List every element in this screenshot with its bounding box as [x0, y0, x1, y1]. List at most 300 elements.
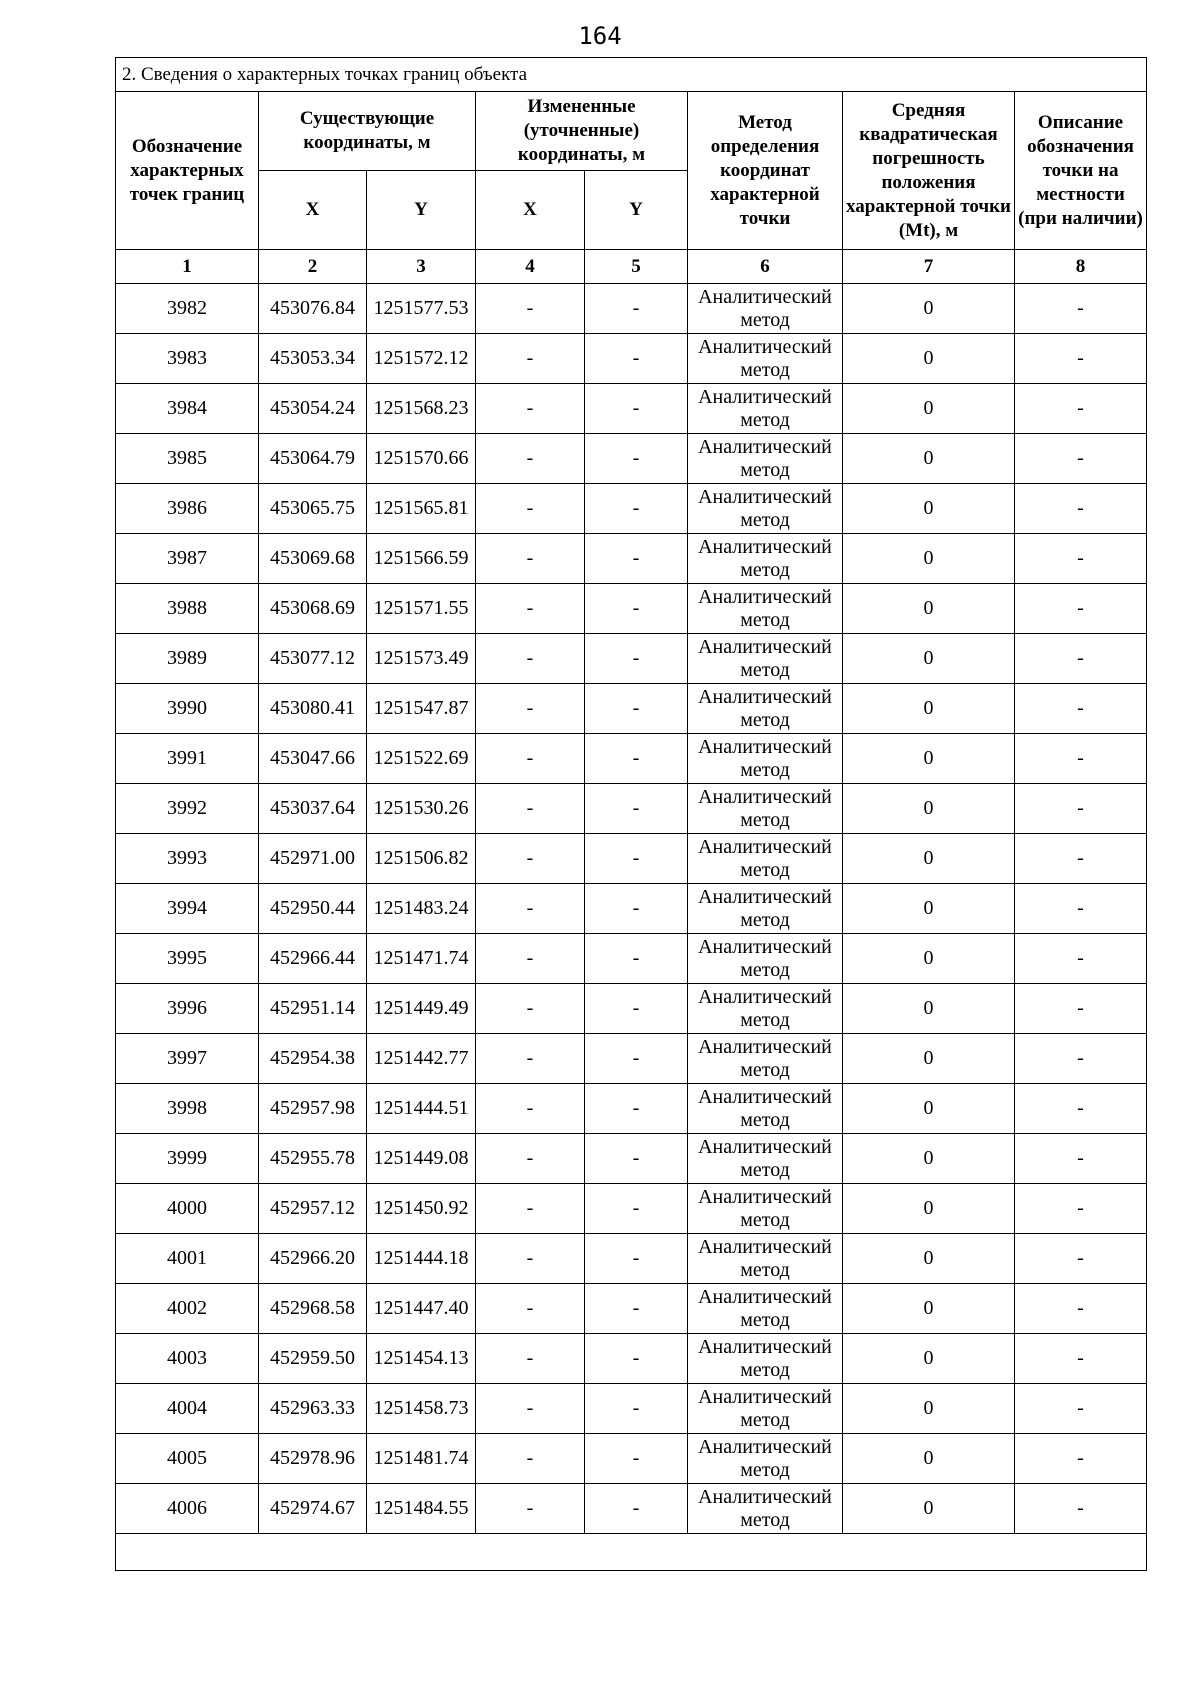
description-cell: - [1015, 984, 1147, 1034]
method-cell [688, 334, 843, 384]
existing-x-cell: 452968.58 [259, 1284, 367, 1334]
method-text: метод [740, 1158, 790, 1181]
description-cell: - [1015, 584, 1147, 634]
table-row [116, 1084, 1147, 1134]
error-cell: 0 [843, 334, 1015, 384]
changed-x-cell: - [476, 1434, 585, 1484]
table-row [116, 1384, 1147, 1434]
method-text: Аналитический [698, 985, 832, 1008]
point-number-cell: 3991 [116, 734, 259, 784]
description-cell: - [1015, 1084, 1147, 1134]
description-cell: - [1015, 1434, 1147, 1484]
method-cell [688, 834, 843, 884]
error-cell: 0 [843, 1384, 1015, 1434]
error-cell: 0 [843, 1234, 1015, 1284]
error-cell: 0 [843, 534, 1015, 584]
method-text: Аналитический [698, 635, 832, 658]
method-text: Аналитический [698, 1385, 832, 1408]
changed-x-cell: - [476, 784, 585, 834]
error-cell: 0 [843, 1334, 1015, 1384]
method-cell [688, 1134, 843, 1184]
existing-y-cell: 1251471.74 [367, 934, 476, 984]
method-text: Аналитический [698, 1435, 832, 1458]
method-text: метод [740, 808, 790, 831]
changed-x-cell: - [476, 1484, 585, 1534]
method-text: метод [740, 408, 790, 431]
table-row [116, 1234, 1147, 1284]
method-text: метод [740, 758, 790, 781]
method-text: метод [740, 1458, 790, 1481]
description-cell: - [1015, 534, 1147, 584]
changed-x-cell: - [476, 1134, 585, 1184]
existing-y-cell: 1251571.55 [367, 584, 476, 634]
table-row [116, 634, 1147, 684]
method-text: Аналитический [698, 1335, 832, 1358]
method-cell [688, 1484, 843, 1534]
existing-y-cell: 1251565.81 [367, 484, 476, 534]
method-cell [688, 784, 843, 834]
table-row [116, 934, 1147, 984]
header-changed-coordinates: Измененные (уточненные) координаты, м [476, 92, 688, 171]
method-cell [688, 534, 843, 584]
changed-x-cell: - [476, 984, 585, 1034]
table-row [116, 584, 1147, 634]
point-number-cell: 4006 [116, 1484, 259, 1534]
method-text: метод [740, 1408, 790, 1431]
header-changed-y: Y [585, 171, 688, 250]
description-cell: - [1015, 334, 1147, 384]
method-text: Аналитический [698, 435, 832, 458]
existing-y-cell: 1251572.12 [367, 334, 476, 384]
method-text: Аналитический [698, 1285, 832, 1308]
method-cell [688, 584, 843, 634]
method-text: Аналитический [698, 485, 832, 508]
existing-y-cell: 1251449.49 [367, 984, 476, 1034]
header-error: Средняя квадратическая погрешность положения характерной точки (Mt), м [843, 92, 1015, 250]
changed-y-cell: - [585, 734, 688, 784]
method-text: Аналитический [698, 535, 832, 558]
point-number-cell: 3998 [116, 1084, 259, 1134]
existing-x-cell: 452959.50 [259, 1334, 367, 1384]
point-number-cell: 3983 [116, 334, 259, 384]
changed-y-cell: - [585, 1484, 688, 1534]
existing-y-cell: 1251449.08 [367, 1134, 476, 1184]
table-row [116, 1484, 1147, 1534]
existing-y-cell: 1251444.51 [367, 1084, 476, 1134]
method-cell [688, 1034, 843, 1084]
error-cell: 0 [843, 1034, 1015, 1084]
existing-y-cell: 1251568.23 [367, 384, 476, 434]
method-text: Аналитический [698, 1485, 832, 1508]
changed-x-cell: - [476, 334, 585, 384]
changed-y-cell: - [585, 684, 688, 734]
changed-x-cell: - [476, 384, 585, 434]
point-number-cell: 4004 [116, 1384, 259, 1434]
table-row [116, 284, 1147, 334]
method-text: метод [740, 908, 790, 931]
error-cell: 0 [843, 384, 1015, 434]
changed-x-cell: - [476, 1234, 585, 1284]
changed-y-cell: - [585, 834, 688, 884]
existing-y-cell: 1251547.87 [367, 684, 476, 734]
description-cell: - [1015, 834, 1147, 884]
changed-x-cell: - [476, 834, 585, 884]
description-cell: - [1015, 1284, 1147, 1334]
existing-y-cell: 1251522.69 [367, 734, 476, 784]
table-row [116, 434, 1147, 484]
point-number-cell: 3993 [116, 834, 259, 884]
header-changed-x: X [476, 171, 585, 250]
error-cell: 0 [843, 884, 1015, 934]
description-cell: - [1015, 1484, 1147, 1534]
method-text: Аналитический [698, 1135, 832, 1158]
error-cell: 0 [843, 584, 1015, 634]
column-number: 5 [585, 250, 688, 284]
table-body [116, 284, 1147, 1534]
point-number-cell: 4002 [116, 1284, 259, 1334]
method-text: метод [740, 1058, 790, 1081]
description-cell: - [1015, 1234, 1147, 1284]
boundary-points-table [115, 57, 1147, 1571]
changed-y-cell: - [585, 284, 688, 334]
changed-x-cell: - [476, 1184, 585, 1234]
method-text: метод [740, 658, 790, 681]
existing-x-cell: 453069.68 [259, 534, 367, 584]
changed-y-cell: - [585, 384, 688, 434]
changed-y-cell: - [585, 1234, 688, 1284]
existing-y-cell: 1251444.18 [367, 1234, 476, 1284]
error-cell: 0 [843, 834, 1015, 884]
changed-x-cell: - [476, 884, 585, 934]
header-method: Метод определения координат характерной точки [688, 92, 843, 250]
error-cell: 0 [843, 1284, 1015, 1334]
method-text: Аналитический [698, 935, 832, 958]
existing-x-cell: 452966.44 [259, 934, 367, 984]
point-number-cell: 4000 [116, 1184, 259, 1234]
existing-x-cell: 452966.20 [259, 1234, 367, 1284]
description-cell: - [1015, 884, 1147, 934]
method-text: метод [740, 708, 790, 731]
description-cell: - [1015, 1334, 1147, 1384]
table-row [116, 784, 1147, 834]
method-cell [688, 734, 843, 784]
point-number-cell: 3989 [116, 634, 259, 684]
point-number-cell: 3990 [116, 684, 259, 734]
method-text: Аналитический [698, 785, 832, 808]
method-cell [688, 684, 843, 734]
existing-x-cell: 453064.79 [259, 434, 367, 484]
error-cell: 0 [843, 1434, 1015, 1484]
method-text: метод [740, 1208, 790, 1231]
header-existing-y: Y [367, 171, 476, 250]
table-row [116, 334, 1147, 384]
changed-y-cell: - [585, 1034, 688, 1084]
existing-y-cell: 1251570.66 [367, 434, 476, 484]
point-number-cell: 3982 [116, 284, 259, 334]
method-text: метод [740, 1258, 790, 1281]
existing-x-cell: 452957.98 [259, 1084, 367, 1134]
method-text: Аналитический [698, 685, 832, 708]
point-number-cell: 3999 [116, 1134, 259, 1184]
changed-x-cell: - [476, 534, 585, 584]
description-cell: - [1015, 484, 1147, 534]
table-row [116, 1184, 1147, 1234]
method-text: Аналитический [698, 585, 832, 608]
method-text: метод [740, 458, 790, 481]
error-cell: 0 [843, 434, 1015, 484]
method-text: Аналитический [698, 1185, 832, 1208]
method-cell [688, 1084, 843, 1134]
changed-y-cell: - [585, 1334, 688, 1384]
page-number: 164 [578, 22, 622, 50]
error-cell: 0 [843, 1184, 1015, 1234]
error-cell: 0 [843, 934, 1015, 984]
changed-x-cell: - [476, 934, 585, 984]
method-cell [688, 484, 843, 534]
changed-x-cell: - [476, 634, 585, 684]
description-cell: - [1015, 1034, 1147, 1084]
changed-y-cell: - [585, 484, 688, 534]
changed-x-cell: - [476, 1284, 585, 1334]
error-cell: 0 [843, 484, 1015, 534]
changed-x-cell: - [476, 584, 585, 634]
method-text: метод [740, 1308, 790, 1331]
description-cell: - [1015, 434, 1147, 484]
method-text: Аналитический [698, 285, 832, 308]
point-number-cell: 4001 [116, 1234, 259, 1284]
point-number-cell: 3992 [116, 784, 259, 834]
column-number: 3 [367, 250, 476, 284]
point-number-cell: 3996 [116, 984, 259, 1034]
point-number-cell: 3986 [116, 484, 259, 534]
method-text: метод [740, 608, 790, 631]
table-row [116, 734, 1147, 784]
method-cell [688, 1284, 843, 1334]
table-row [116, 684, 1147, 734]
empty-cell [116, 1534, 1147, 1571]
method-text: метод [740, 958, 790, 981]
method-text: метод [740, 1008, 790, 1031]
existing-x-cell: 452954.38 [259, 1034, 367, 1084]
changed-y-cell: - [585, 1134, 688, 1184]
method-text: Аналитический [698, 835, 832, 858]
existing-y-cell: 1251447.40 [367, 1284, 476, 1334]
column-number-row [116, 250, 1147, 284]
changed-y-cell: - [585, 984, 688, 1034]
method-text: Аналитический [698, 735, 832, 758]
header-existing-coordinates: Существующие координаты, м [259, 92, 476, 171]
method-cell [688, 1384, 843, 1434]
changed-y-cell: - [585, 1184, 688, 1234]
changed-y-cell: - [585, 334, 688, 384]
existing-y-cell: 1251566.59 [367, 534, 476, 584]
description-cell: - [1015, 684, 1147, 734]
table-row [116, 484, 1147, 534]
table-row [116, 984, 1147, 1034]
header-existing-x: X [259, 171, 367, 250]
method-text: Аналитический [698, 1235, 832, 1258]
existing-y-cell: 1251454.13 [367, 1334, 476, 1384]
method-text: метод [740, 308, 790, 331]
method-text: Аналитический [698, 885, 832, 908]
changed-y-cell: - [585, 1384, 688, 1434]
description-cell: - [1015, 1134, 1147, 1184]
column-number: 1 [116, 250, 259, 284]
existing-y-cell: 1251577.53 [367, 284, 476, 334]
existing-x-cell: 452971.00 [259, 834, 367, 884]
existing-y-cell: 1251450.92 [367, 1184, 476, 1234]
section-title: 2. Сведения о характерных точках границ объекта [116, 58, 1147, 92]
changed-x-cell: - [476, 684, 585, 734]
method-text: Аналитический [698, 335, 832, 358]
description-cell: - [1015, 634, 1147, 684]
method-cell [688, 384, 843, 434]
error-cell: 0 [843, 784, 1015, 834]
error-cell: 0 [843, 984, 1015, 1034]
changed-y-cell: - [585, 1434, 688, 1484]
description-cell: - [1015, 1184, 1147, 1234]
changed-y-cell: - [585, 884, 688, 934]
existing-x-cell: 452978.96 [259, 1434, 367, 1484]
error-cell: 0 [843, 284, 1015, 334]
method-cell [688, 1234, 843, 1284]
description-cell: - [1015, 934, 1147, 984]
existing-x-cell: 452957.12 [259, 1184, 367, 1234]
point-number-cell: 3987 [116, 534, 259, 584]
description-cell: - [1015, 384, 1147, 434]
changed-x-cell: - [476, 734, 585, 784]
existing-x-cell: 453080.41 [259, 684, 367, 734]
empty-row [116, 1534, 1147, 1571]
changed-y-cell: - [585, 534, 688, 584]
table-row [116, 884, 1147, 934]
header-description: Описание обозначения точки на местности (при наличии) [1015, 92, 1147, 250]
existing-x-cell: 452963.33 [259, 1384, 367, 1434]
changed-x-cell: - [476, 1384, 585, 1434]
point-number-cell: 3984 [116, 384, 259, 434]
column-number: 7 [843, 250, 1015, 284]
changed-x-cell: - [476, 1034, 585, 1084]
existing-x-cell: 452974.67 [259, 1484, 367, 1534]
method-text: метод [740, 1108, 790, 1131]
existing-x-cell: 453068.69 [259, 584, 367, 634]
error-cell: 0 [843, 1484, 1015, 1534]
point-number-cell: 3997 [116, 1034, 259, 1084]
error-cell: 0 [843, 734, 1015, 784]
existing-x-cell: 453054.24 [259, 384, 367, 434]
method-text: Аналитический [698, 1035, 832, 1058]
table-row [116, 1334, 1147, 1384]
existing-y-cell: 1251484.55 [367, 1484, 476, 1534]
existing-y-cell: 1251442.77 [367, 1034, 476, 1084]
changed-y-cell: - [585, 784, 688, 834]
existing-y-cell: 1251573.49 [367, 634, 476, 684]
method-cell [688, 884, 843, 934]
point-number-cell: 3994 [116, 884, 259, 934]
error-cell: 0 [843, 634, 1015, 684]
table-row [116, 834, 1147, 884]
description-cell: - [1015, 284, 1147, 334]
existing-x-cell: 453065.75 [259, 484, 367, 534]
description-cell: - [1015, 1384, 1147, 1434]
existing-x-cell: 452955.78 [259, 1134, 367, 1184]
changed-y-cell: - [585, 634, 688, 684]
changed-y-cell: - [585, 1284, 688, 1334]
point-number-cell: 3995 [116, 934, 259, 984]
method-cell [688, 634, 843, 684]
changed-x-cell: - [476, 284, 585, 334]
existing-y-cell: 1251481.74 [367, 1434, 476, 1484]
method-text: Аналитический [698, 385, 832, 408]
header-point: Обозначение характерных точек границ [116, 92, 259, 250]
error-cell: 0 [843, 1134, 1015, 1184]
method-cell [688, 934, 843, 984]
changed-y-cell: - [585, 434, 688, 484]
method-cell [688, 1334, 843, 1384]
changed-y-cell: - [585, 934, 688, 984]
method-text: Аналитический [698, 1085, 832, 1108]
changed-x-cell: - [476, 1334, 585, 1384]
table-row [116, 1434, 1147, 1484]
existing-x-cell: 453037.64 [259, 784, 367, 834]
column-number: 4 [476, 250, 585, 284]
existing-y-cell: 1251530.26 [367, 784, 476, 834]
existing-x-cell: 453076.84 [259, 284, 367, 334]
table-row [116, 534, 1147, 584]
existing-x-cell: 453053.34 [259, 334, 367, 384]
point-number-cell: 3988 [116, 584, 259, 634]
column-number: 2 [259, 250, 367, 284]
changed-x-cell: - [476, 1084, 585, 1134]
column-number: 8 [1015, 250, 1147, 284]
existing-x-cell: 453047.66 [259, 734, 367, 784]
existing-y-cell: 1251506.82 [367, 834, 476, 884]
method-cell [688, 1184, 843, 1234]
method-text: метод [740, 1508, 790, 1531]
method-text: метод [740, 508, 790, 531]
column-number: 6 [688, 250, 843, 284]
method-cell [688, 434, 843, 484]
description-cell: - [1015, 734, 1147, 784]
changed-y-cell: - [585, 1084, 688, 1134]
table-row [116, 1134, 1147, 1184]
method-text: метод [740, 1358, 790, 1381]
table-row [116, 1284, 1147, 1334]
changed-x-cell: - [476, 434, 585, 484]
existing-y-cell: 1251483.24 [367, 884, 476, 934]
point-number-cell: 4003 [116, 1334, 259, 1384]
method-text: метод [740, 358, 790, 381]
existing-x-cell: 453077.12 [259, 634, 367, 684]
existing-x-cell: 452950.44 [259, 884, 367, 934]
table-row [116, 384, 1147, 434]
error-cell: 0 [843, 1084, 1015, 1134]
changed-x-cell: - [476, 484, 585, 534]
point-number-cell: 3985 [116, 434, 259, 484]
method-text: метод [740, 858, 790, 881]
changed-y-cell: - [585, 584, 688, 634]
method-cell [688, 284, 843, 334]
description-cell: - [1015, 784, 1147, 834]
existing-y-cell: 1251458.73 [367, 1384, 476, 1434]
point-number-cell: 4005 [116, 1434, 259, 1484]
existing-x-cell: 452951.14 [259, 984, 367, 1034]
method-cell [688, 984, 843, 1034]
method-cell [688, 1434, 843, 1484]
table-row [116, 1034, 1147, 1084]
error-cell: 0 [843, 684, 1015, 734]
method-text: метод [740, 558, 790, 581]
